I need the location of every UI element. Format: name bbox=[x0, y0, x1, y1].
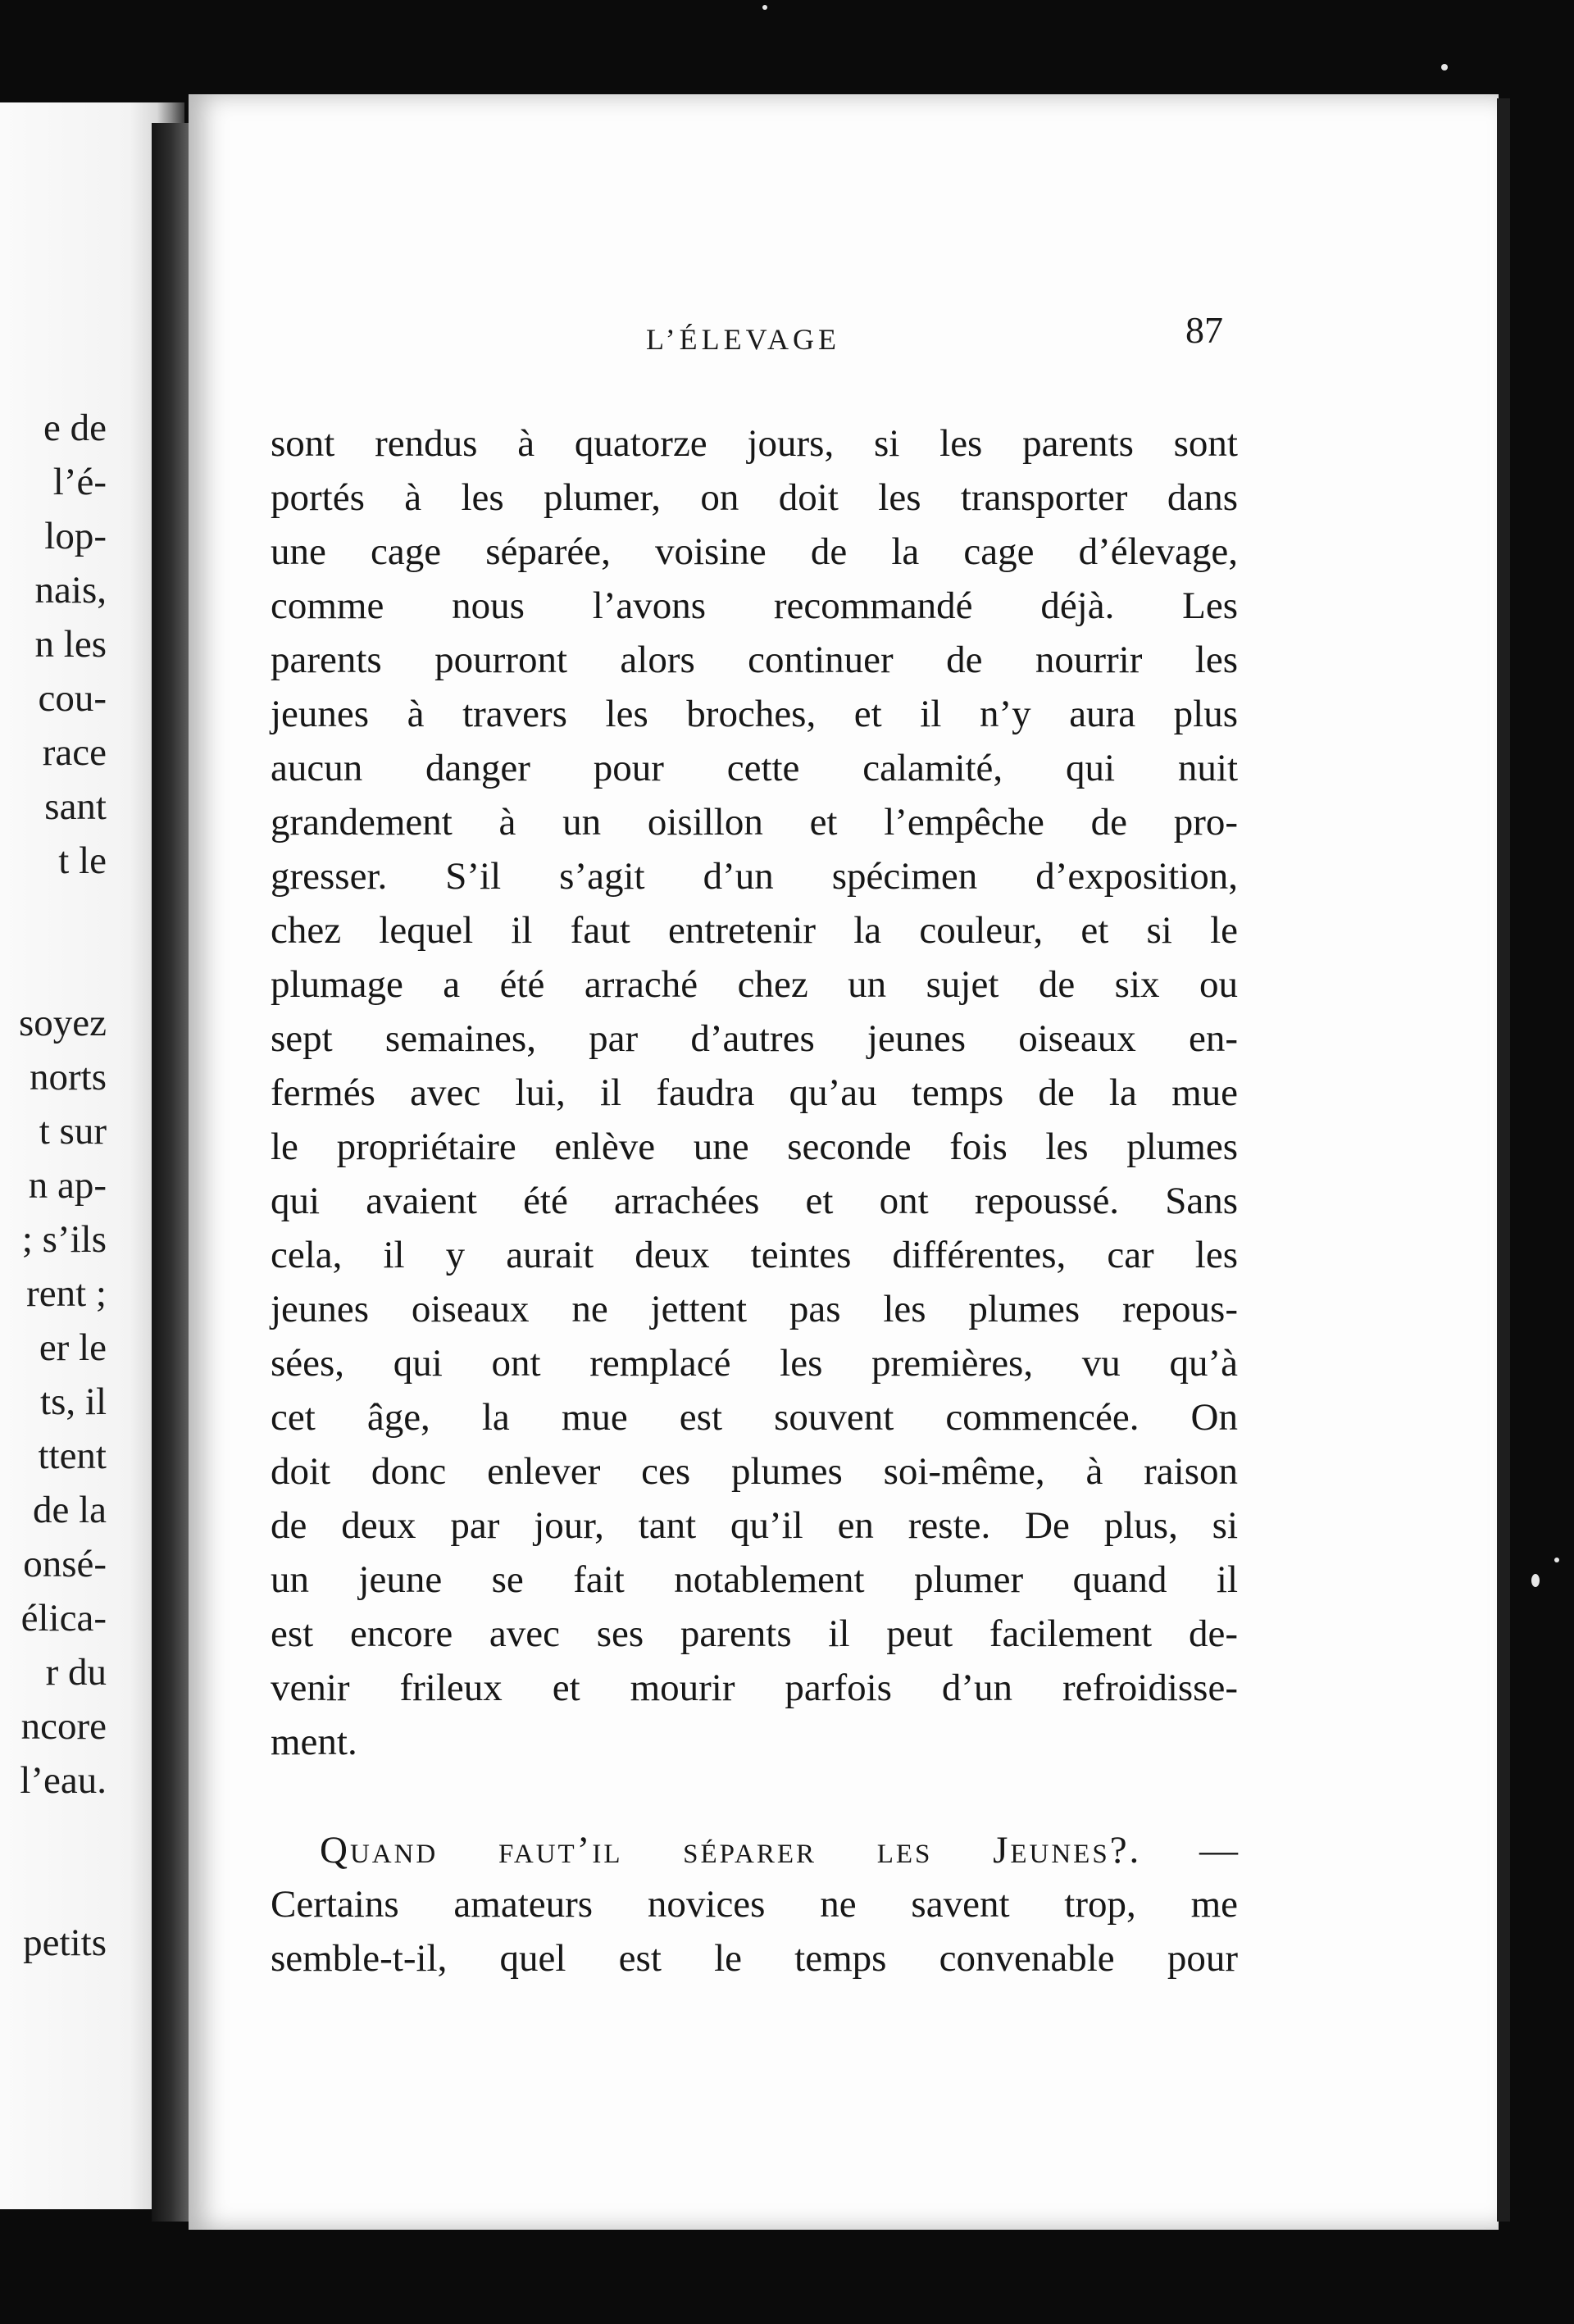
left-page-line: n les bbox=[34, 623, 107, 666]
text-line: ment. bbox=[271, 1721, 357, 1763]
left-page-line: t le bbox=[58, 839, 107, 882]
text-line: doit donc enlever ces plumes soi-même, à raison bbox=[271, 1450, 1238, 1493]
section-dash: — bbox=[1199, 1829, 1239, 1871]
left-page-line: ts, il bbox=[40, 1380, 107, 1423]
scan-speck bbox=[1554, 1558, 1559, 1562]
left-page-line: t sur bbox=[39, 1110, 107, 1153]
left-page-line: cou- bbox=[38, 677, 107, 720]
text-line: grandement à un oisillon et l’empêche de pro- bbox=[271, 801, 1238, 844]
scan-speck bbox=[762, 5, 767, 10]
text-line: venir frileux et mourir parfois d’un refroidisse- bbox=[271, 1667, 1238, 1709]
section-heading-line bbox=[320, 1823, 1238, 1877]
text-line: cela, il y aurait deux teintes différentes, car les bbox=[271, 1234, 1238, 1276]
text-line: de deux par jour, tant qu’il en reste. De plus, si bbox=[271, 1504, 1238, 1547]
left-page-line: norts bbox=[30, 1056, 107, 1098]
text-line: gresser. S’il s’agit d’un spécimen d’exposition, bbox=[271, 855, 1238, 898]
text-line: un jeune se fait notablement plumer quand il bbox=[271, 1558, 1238, 1601]
page-edge bbox=[1497, 98, 1510, 2222]
text-line: jeunes à travers les broches, et il n’y aura plus bbox=[271, 693, 1238, 735]
text-line: fermés avec lui, il faudra qu’au temps de la mue bbox=[271, 1071, 1238, 1114]
text-line: sept semaines, par d’autres jeunes oiseaux en- bbox=[271, 1017, 1238, 1060]
text-line: portés à les plumer, on doit les transporter dans bbox=[271, 476, 1238, 519]
text-line: Certains amateurs novices ne savent trop, me bbox=[271, 1883, 1238, 1926]
text-line: comme nous l’avons recommandé déjà. Les bbox=[271, 584, 1238, 627]
text-line: parents pourront alors continuer de nourrir les bbox=[271, 639, 1238, 681]
text-line: chez lequel il faut entretenir la couleur, et si le bbox=[271, 909, 1238, 952]
text-line: qui avaient été arrachées et ont repoussé. Sans bbox=[271, 1180, 1238, 1222]
left-page-line: r du bbox=[45, 1651, 107, 1694]
left-page-line: de la bbox=[32, 1489, 107, 1531]
left-page-line: élica- bbox=[20, 1597, 107, 1640]
text-line: le propriétaire enlève une seconde fois les plumes bbox=[271, 1126, 1238, 1168]
left-page-line: onsé- bbox=[23, 1543, 107, 1585]
text-line: sont rendus à quatorze jours, si les parents sont bbox=[271, 422, 1238, 465]
text-line: jeunes oiseaux ne jettent pas les plumes repous- bbox=[271, 1288, 1238, 1330]
left-page-line: n ap- bbox=[28, 1164, 107, 1207]
text-line: cet âge, la mue est souvent commencée. On bbox=[271, 1396, 1238, 1439]
text-line: semble-t-il, quel est le temps convenable pour bbox=[271, 1937, 1238, 1980]
left-page-line: soyez bbox=[18, 1002, 107, 1044]
left-page-line: lop- bbox=[44, 515, 107, 557]
scan-speck bbox=[1531, 1574, 1540, 1587]
text-line: sées, qui ont remplacé les premières, vu qu’à bbox=[271, 1342, 1238, 1385]
left-page-line: petits bbox=[23, 1922, 107, 1964]
left-page-line: sant bbox=[44, 785, 107, 828]
left-page-line: nais, bbox=[34, 569, 107, 612]
text-line: une cage séparée, voisine de la cage d’élevage, bbox=[271, 530, 1238, 573]
left-page-line: ; s’ils bbox=[21, 1218, 107, 1261]
running-header: L’ÉLEVAGE bbox=[646, 323, 840, 356]
left-page-line: ttent bbox=[38, 1435, 107, 1477]
left-page-line: race bbox=[42, 731, 107, 774]
scan-speck bbox=[1441, 64, 1448, 70]
left-page-line: er le bbox=[39, 1326, 107, 1369]
left-page-line: ncore bbox=[20, 1705, 107, 1748]
text-line: est encore avec ses parents il peut facilement de- bbox=[271, 1612, 1238, 1655]
left-page-line: l’é- bbox=[52, 461, 107, 503]
text-line: plumage a été arraché chez un sujet de six ou bbox=[271, 963, 1238, 1006]
left-page-line: rent ; bbox=[26, 1272, 107, 1315]
left-page-line: e de bbox=[43, 407, 107, 449]
section-heading: Quand faut’il séparer les Jeunes?. bbox=[320, 1829, 1142, 1871]
page-number: 87 bbox=[1185, 309, 1223, 351]
text-line: aucun danger pour cette calamité, qui nuit bbox=[271, 747, 1238, 789]
left-page-line: l’eau. bbox=[20, 1759, 107, 1802]
